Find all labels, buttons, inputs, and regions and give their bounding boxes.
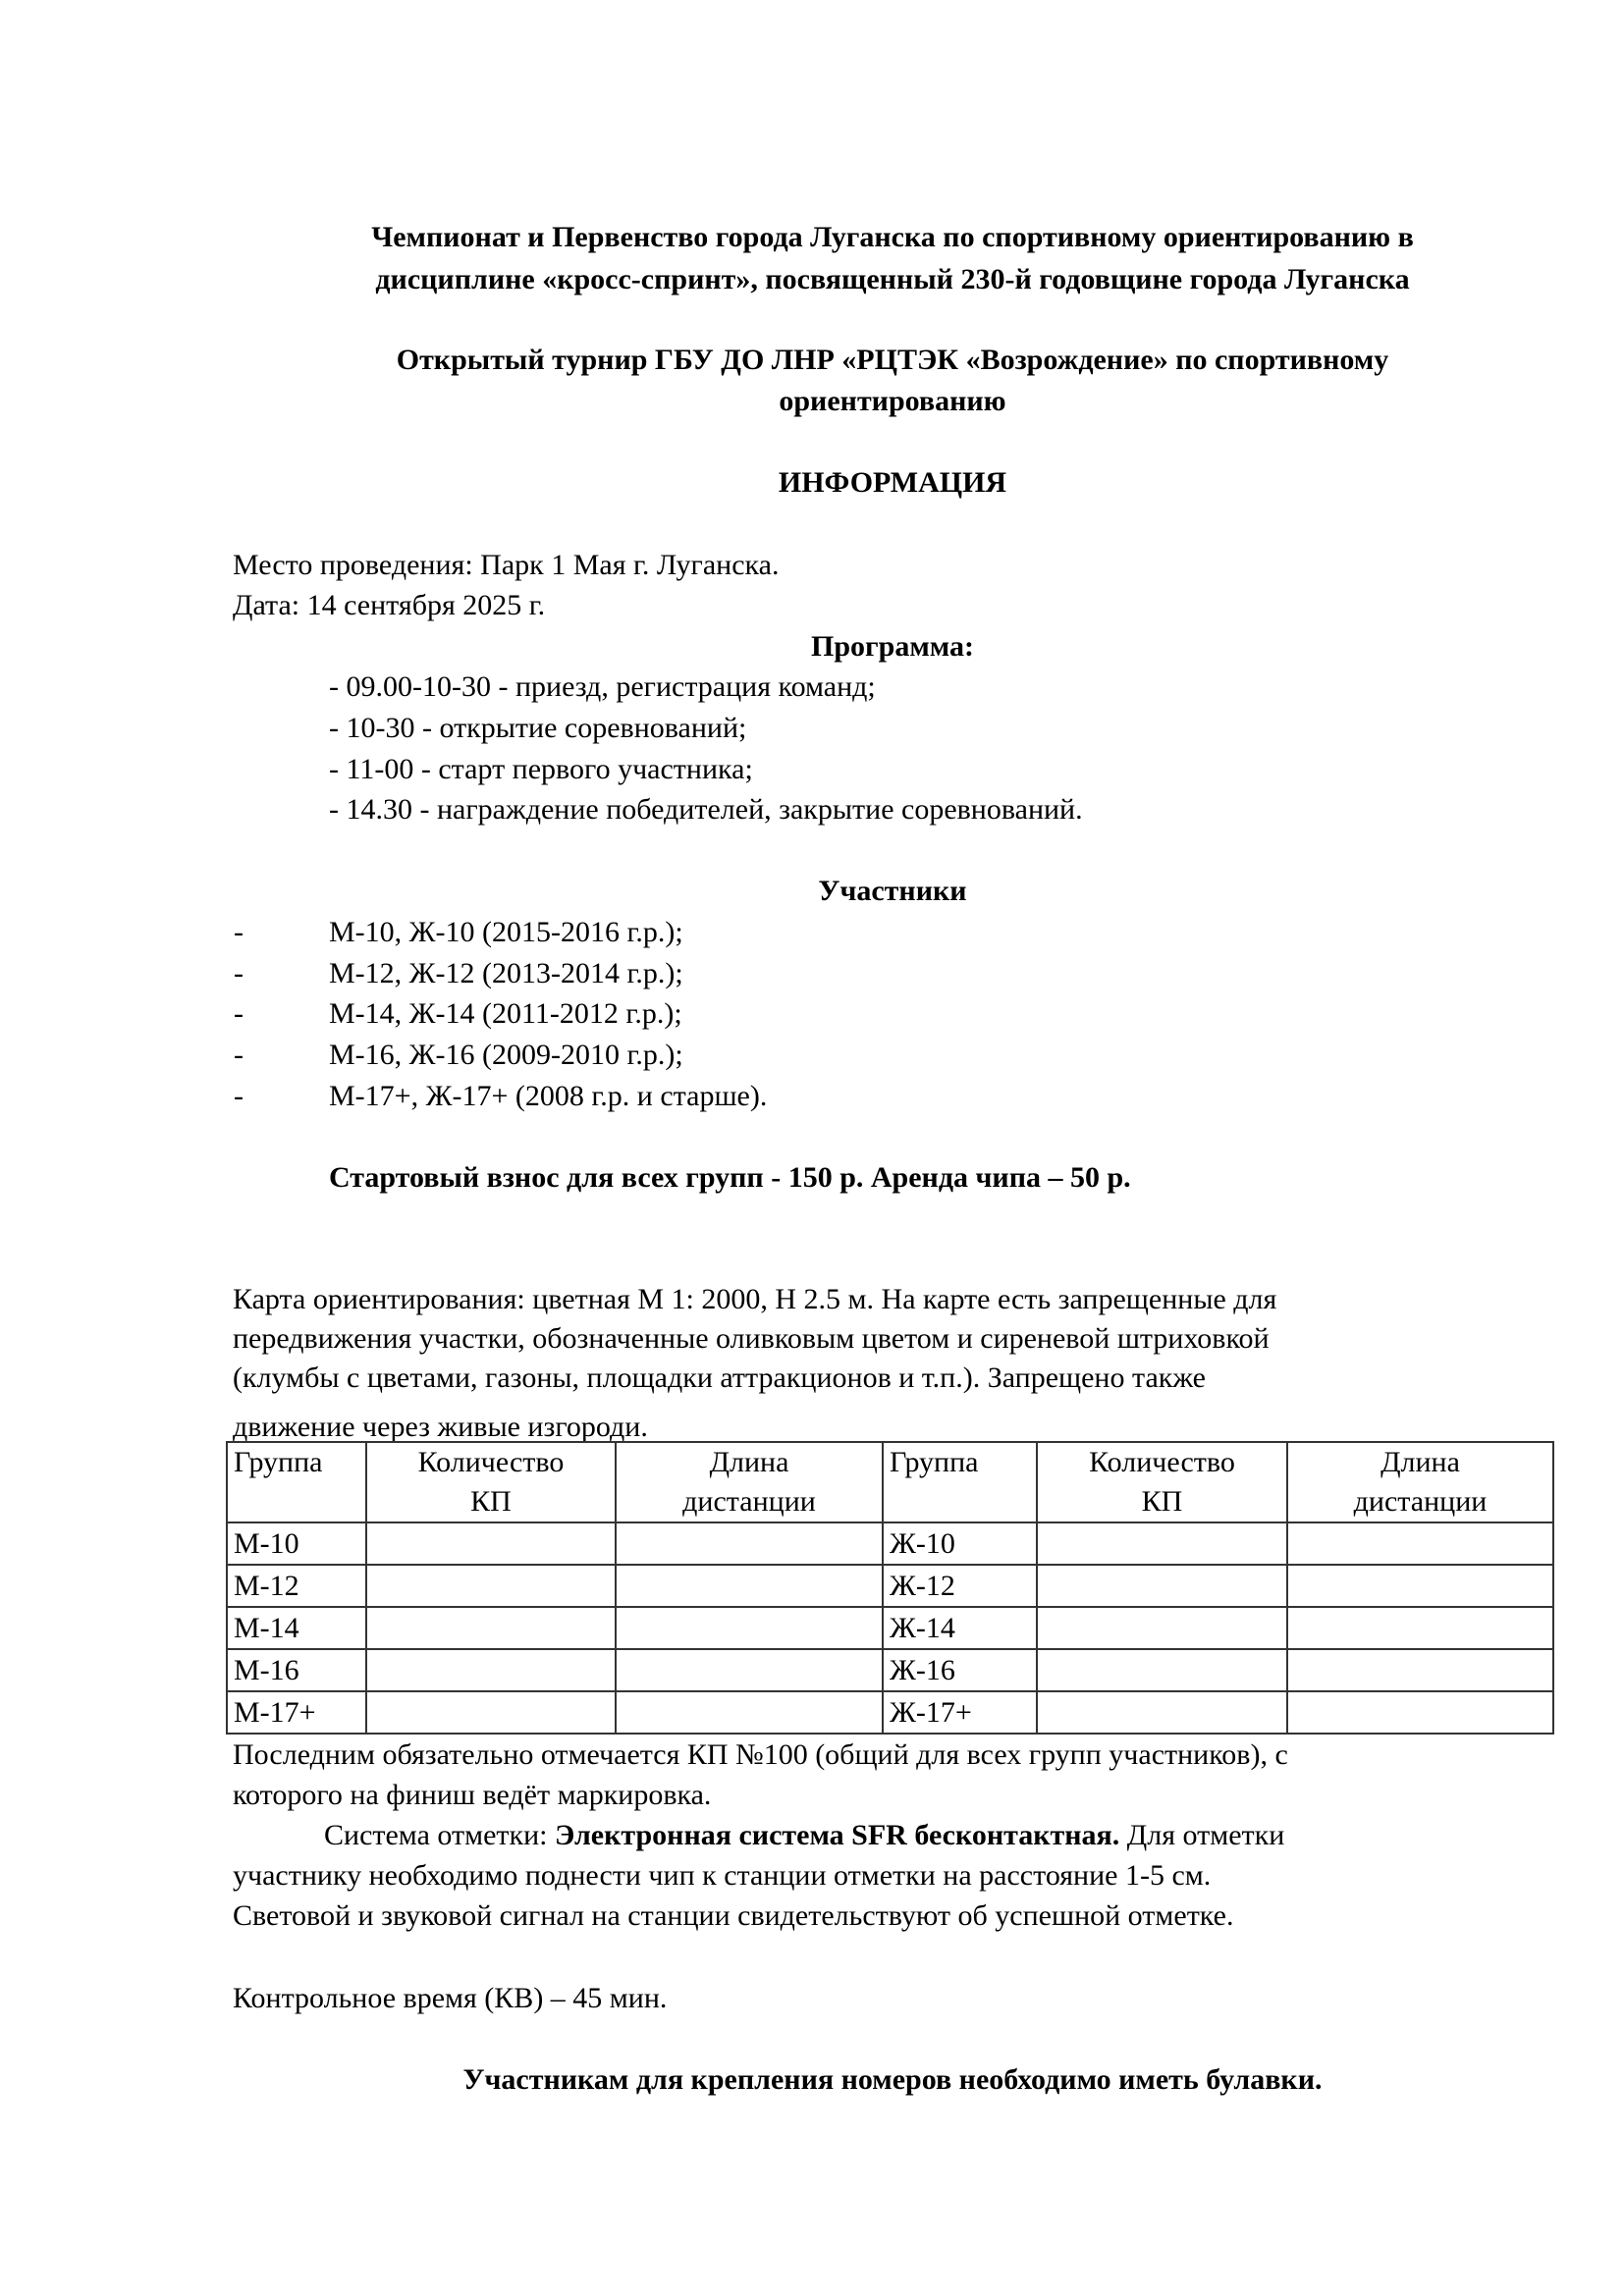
group-cell: Ж-16 [883,1649,1037,1691]
heading-line-1: Чемпионат и Первенство города Луганска по спортивному ориентированию в [371,221,1414,253]
map-description-line: Карта ориентирования: цветная М 1: 2000, Н 2.5 м. На карте есть запрещенные для [233,1283,1277,1315]
list-bullet: - [234,957,244,989]
control-time-text: Контрольное время (КВ) – 45 мин. [233,1982,668,2014]
cp-count-cell [1037,1691,1287,1734]
punching-system-text: Световой и звуковой сигнал на станции свидетельствуют об успешной отметке. [233,1899,1234,1932]
program-item: - 14.30 - награждение победителей, закрытие соревнований. [329,793,1083,826]
program-item: - 11-00 - старт первого участника; [329,753,753,785]
last-cp-text: которого на финиш ведёт маркировка. [233,1779,712,1811]
cp-count-cell [366,1565,616,1607]
table-row [227,1691,1553,1734]
footer-note: Участникам для крепления номеров необходимо иметь булавки. [462,2063,1323,2096]
list-bullet: - [234,1080,244,1112]
map-description-line: (клумбы с цветами, газоны, площадки аттракционов и т.п.). Запрещено также [233,1362,1206,1394]
participant-group: М-12, Ж-12 (2013-2014 г.р.); [329,957,683,989]
cp-count-cell [366,1649,616,1691]
distance-cell [616,1522,883,1565]
table-row [227,1607,1553,1649]
participants-title: Участники [818,875,967,907]
punching-system-text: Система отметки: Электронная система SFR бесконтактная. Для отметки [324,1819,1285,1851]
header-group: Группа [883,1442,1037,1522]
table-row [227,1565,1553,1607]
group-cell: Ж-12 [883,1565,1037,1607]
cp-count-cell [1037,1649,1287,1691]
participant-group: М-10, Ж-10 (2015-2016 г.р.); [329,916,683,948]
map-description-line: движение через живые изгороди. [233,1411,648,1441]
venue-text: Место проведения: Парк 1 Мая г. Луганска. [233,549,780,581]
header-group: Группа [227,1442,366,1522]
group-cell: М-12 [227,1565,366,1607]
header-cp-count: Количество КП [1037,1442,1287,1522]
punching-system-text: участнику необходимо поднести чип к станции отметки на расстояние 1-5 см. [233,1859,1212,1892]
punching-system-name: Электронная система SFR бесконтактная. [555,1819,1120,1851]
group-cell: Ж-10 [883,1522,1037,1565]
distance-cell [616,1607,883,1649]
header-distance-length: Длина дистанции [616,1442,883,1522]
subheading-line-1: Открытый турнир ГБУ ДО ЛНР «РЦТЭК «Возрождение» по спортивному [396,344,1389,376]
list-bullet: - [234,916,244,948]
table-row [227,1522,1553,1565]
program-title: Программа: [811,630,974,663]
group-cell: Ж-17+ [883,1691,1037,1734]
list-bullet: - [234,1039,244,1071]
group-cell: М-17+ [227,1691,366,1734]
last-cp-text: Последним обязательно отмечается КП №100 (общий для всех групп участников), с [233,1738,1288,1771]
cp-count-cell [1037,1565,1287,1607]
group-cell: М-10 [227,1522,366,1565]
table-row [227,1649,1553,1691]
entry-fee-text: Стартовый взнос для всех групп - 150 р. Аренда чипа – 50 р. [329,1161,1131,1194]
header-cp-count: Количество КП [366,1442,616,1522]
distance-cell [616,1565,883,1607]
section-title: ИНФОРМАЦИЯ [778,466,1007,499]
program-item: - 09.00-10-30 - приезд, регистрация команд; [329,670,876,703]
cp-count-cell [366,1691,616,1734]
table-header-row [227,1442,1553,1522]
distance-cell [1287,1649,1553,1691]
cp-count-cell [366,1607,616,1649]
group-cell: Ж-14 [883,1607,1037,1649]
participant-group: М-17+, Ж-17+ (2008 г.р. и старше). [329,1080,768,1112]
heading-line-2: дисциплине «кросс-спринт», посвященный 230-й годовщине города Луганска [375,263,1410,295]
program-item: - 10-30 - открытие соревнований; [329,712,747,744]
distance-cell [1287,1565,1553,1607]
distance-cell [616,1691,883,1734]
participant-group: М-14, Ж-14 (2011-2012 г.р.); [329,997,682,1030]
participant-group: М-16, Ж-16 (2009-2010 г.р.); [329,1039,683,1071]
subheading-line-2: ориентированию [779,385,1006,417]
distance-cell [616,1649,883,1691]
list-bullet: - [234,997,244,1030]
distance-cell [1287,1522,1553,1565]
cp-count-cell [366,1522,616,1565]
cp-count-cell [1037,1522,1287,1565]
distance-cell [1287,1691,1553,1734]
group-cell: М-14 [227,1607,366,1649]
header-distance-length: Длина дистанции [1287,1442,1553,1522]
map-description-line: передвижения участки, обозначенные оливковым цветом и сиреневой штриховкой [233,1322,1270,1355]
cp-count-cell [1037,1607,1287,1649]
group-cell: М-16 [227,1649,366,1691]
date-text: Дата: 14 сентября 2025 г. [233,589,546,621]
distance-cell [1287,1607,1553,1649]
distances-table [226,1441,1554,1735]
